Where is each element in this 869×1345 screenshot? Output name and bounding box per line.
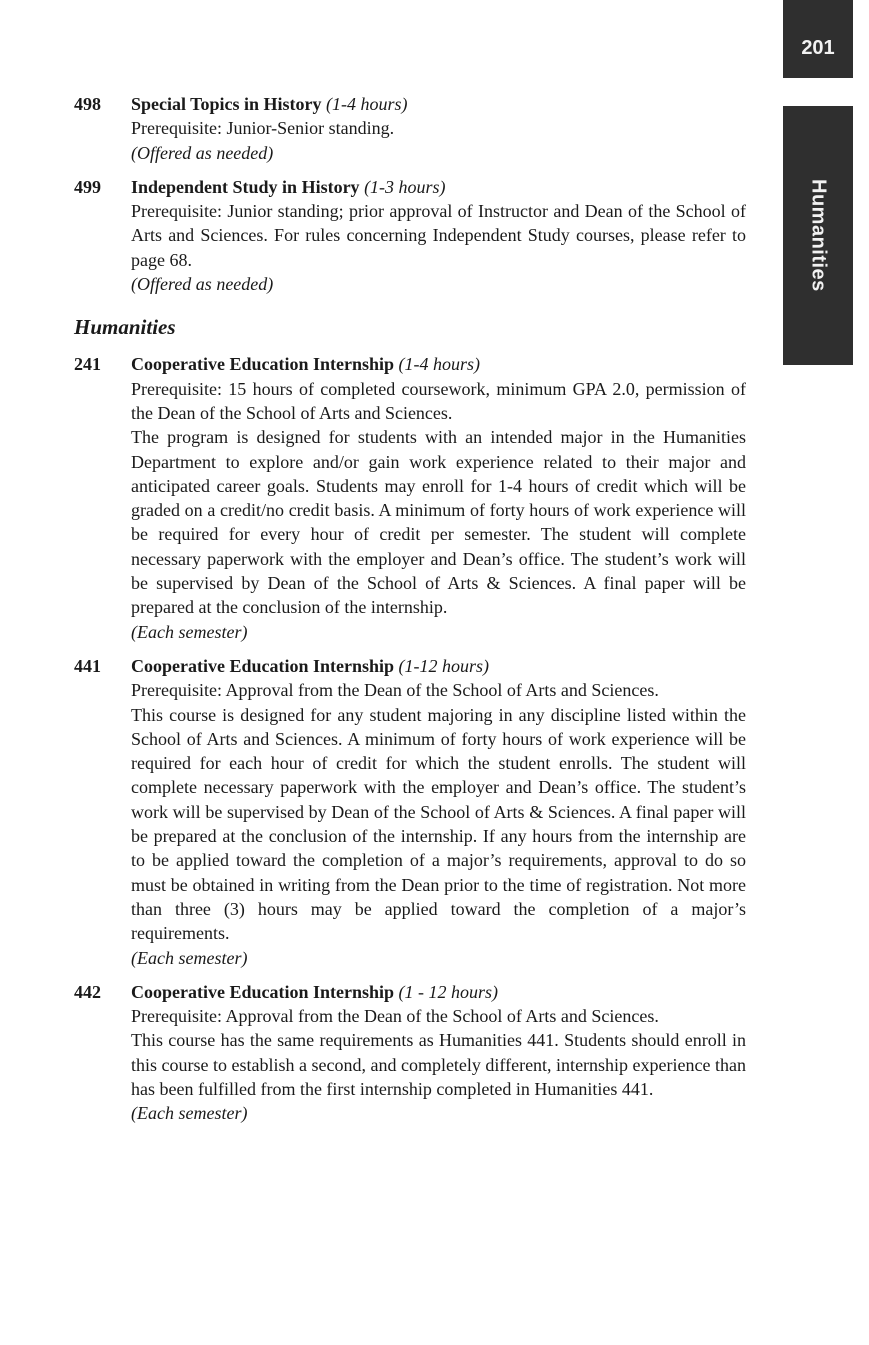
course-offering-note: (Each semester) [131, 621, 248, 642]
section-thumb-tab [783, 106, 853, 365]
humanities-course-list [74, 352, 746, 1125]
course-prerequisite: Prerequisite: Approval from the Dean of the School of Arts and Sciences. [131, 680, 659, 701]
section-heading: Humanities [74, 315, 176, 340]
course-title: Cooperative Education Internship [131, 354, 395, 375]
course-title: Cooperative Education Internship [131, 655, 395, 676]
course-number: 498 [74, 94, 101, 114]
course-hours: (1 - 12 hours) [398, 981, 499, 1002]
course-prerequisite: Prerequisite: Approval from the Dean of the School of Arts and Sciences. [131, 1006, 659, 1027]
course-hours: (1-4 hours) [398, 354, 481, 375]
course-title: Special Topics in History [131, 94, 322, 114]
course-number: 499 [74, 176, 101, 197]
course-body [131, 980, 746, 1126]
course-entry [74, 980, 746, 1126]
course-prerequisite: Prerequisite: Junior-Senior standing. [131, 118, 395, 139]
course-number: 441 [74, 655, 101, 676]
course-description: The program is designed for students with an intended major in the Humanities Department to explore and/or gain work experience related to their major and anticipated career goals. Students may enroll for 1-4 hours of credit which will be graded on a credit/no credit basis. A minimum of forty hours of work experience will be required for every hour of credit per semester. The student will complete necessary paperwork with the employer and Dean’s office. The student’s work will be supervised by Dean of the School of Arts & Sciences. A final paper will be prepared at the conclusion of the internship. [131, 427, 746, 618]
page-content [74, 92, 746, 1136]
course-title-line [131, 175, 746, 199]
course-title: Cooperative Education Internship [131, 981, 395, 1002]
course-offering-note: (Offered as needed) [131, 142, 274, 163]
course-description: This course is designed for any student majoring in any discipline listed within the School of Arts and Sciences. A minimum of forty hours of work experience will be required for each hour of credit for which the student enrolls. The student will complete necessary paperwork with the employer and Dean’s office. The student’s work will be supervised by Dean of the School of Arts & Sciences. A final paper will be prepared at the conclusion of the internship. If any hours from the internship are to be applied toward the completion of a major’s requirements, approval to do so must be obtained in writing from the Dean prior to the time of registration. Not more than three (3) hours may be applied toward the completion of a major’s requirements. [131, 704, 746, 944]
course-prerequisite: Prerequisite: 15 hours of completed coursework, minimum GPA 2.0, permission of the Dean of the School of Arts and Sciences. [131, 378, 746, 423]
course-hours: (1-12 hours) [398, 655, 490, 676]
course-offering-note: (Each semester) [131, 1103, 248, 1124]
course-title: Independent Study in History [131, 176, 360, 197]
course-number: 442 [74, 981, 101, 1002]
page-number: 201 [801, 37, 835, 59]
course-title-line [131, 980, 746, 1004]
course-entry [74, 352, 746, 644]
course-title-line [131, 654, 746, 678]
section-tab-label: Humanities [807, 179, 830, 292]
course-offering-note: (Each semester) [131, 947, 248, 968]
course-body [131, 654, 746, 970]
history-course-list [74, 92, 746, 296]
course-description: This course has the same requirements as Humanities 441. Students should enroll in this course to establish a second, and completely different, internship experience than has been fulfilled from the first internship completed in Humanities 441. [131, 1030, 746, 1099]
course-title-line [131, 352, 746, 376]
course-hours: (1-3 hours) [364, 176, 446, 197]
course-body [131, 175, 746, 296]
course-entry [74, 92, 746, 165]
page-number-tab [783, 0, 853, 78]
course-number: 241 [74, 354, 101, 375]
course-entry [74, 175, 746, 296]
course-offering-note: (Offered as needed) [131, 274, 274, 295]
course-body [131, 352, 746, 644]
course-prerequisite: Prerequisite: Junior standing; prior approval of Instructor and Dean of the School of Arts and Sciences. For rules concerning Independent Study courses, please refer to page 68. [131, 201, 746, 270]
course-hours: (1-4 hours) [326, 94, 408, 114]
course-title-line [131, 92, 746, 116]
course-body [131, 92, 746, 165]
course-entry [74, 654, 746, 970]
